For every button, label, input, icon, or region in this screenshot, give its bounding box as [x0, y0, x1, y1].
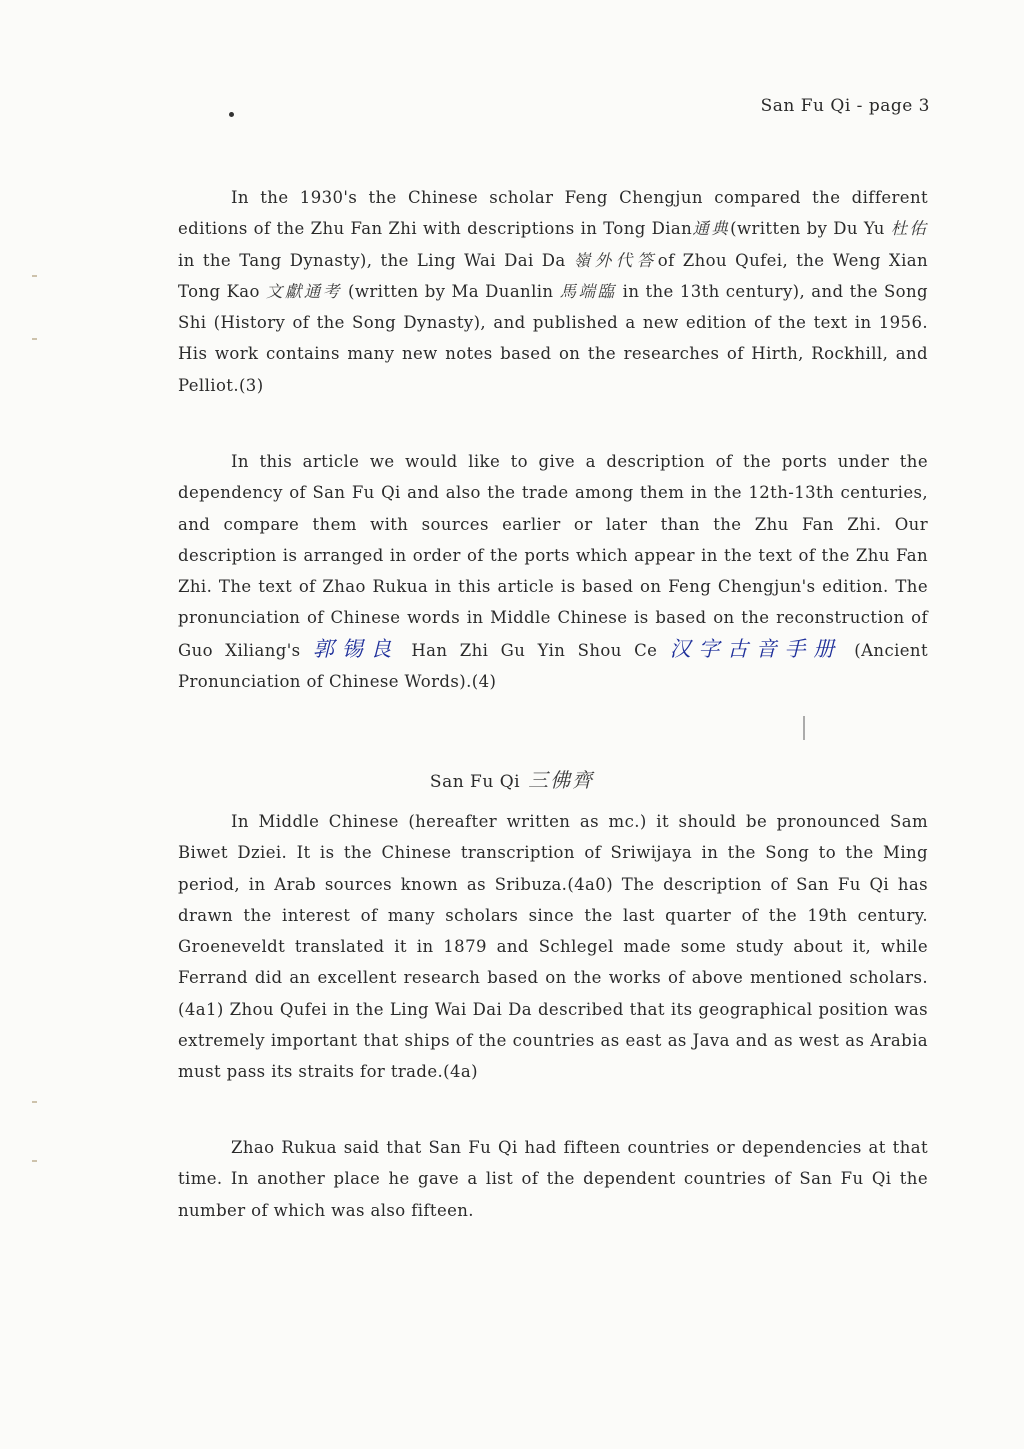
paragraph-3: In Middle Chinese (hereafter written as mc.) it should be pronounced Sam Biwet Dziei. It is the Chinese transcription of Sriwijaya in the Song to the Ming period, in Arab sources known as Sribuza.(4a0) The description of San Fu Qi has drawn the interest of many scholars since the last quarter of the 19th century. Groeneveldt translated it in 1879 and Schlegel made some study about it, while Ferrand did an excellent research based on the works of above mentioned scholars.(4a1) Zhou Qufei in the Ling Wai Dai Da described that its geographical position was extremely important that ships of the countries as east as Java and as west as Arabia must pass its straits for trade.(4a)	[178, 812, 928, 1082]
pencil-tick	[803, 716, 805, 740]
text-run: In this article we would like to give a description of the ports under the dependency of San Fu Qi and also the trade among them in the 12th-13th centuries, and compare them with sources earlier or later than the Zhu Fan Zhi. Our description is arranged in order of the ports which appear in the text of the Zhu Fan Zhi. The text of Zhao Rukua in this article is based on Feng Chengjun's edition. The pronunciation of Chinese words in Middle Chinese is based on the reconstruction of Guo Xiliang's	[178, 452, 928, 660]
text-run: (Ancient Pronunciation of Chinese Words).(4)	[178, 640, 928, 692]
handwritten-chinese-blue: 汉字古音手册	[669, 636, 842, 661]
handwritten-chinese: 杜佑	[890, 219, 929, 239]
page-header: San Fu Qi - page 3	[760, 96, 930, 116]
section-heading	[0, 764, 1024, 793]
paragraph-1	[178, 182, 928, 401]
margin-mark	[32, 1101, 37, 1103]
text-run: (written by Ma Duanlin	[341, 281, 560, 301]
text-run: of Zhou Qufei, the Weng Xian Tong Kao	[178, 250, 929, 301]
section-heading-text: San Fu Qi	[429, 772, 521, 792]
handwritten-chinese: 通典	[692, 219, 731, 239]
handwritten-chinese: 文獻通考	[265, 281, 342, 301]
margin-mark	[32, 275, 37, 277]
handwritten-chinese: 嶺外代答	[573, 250, 658, 270]
handwritten-chinese-blue: 郭锡良	[312, 636, 399, 661]
text-run: Han Zhi Gu Yin Shou Ce	[398, 640, 670, 660]
text-run: (written by Du Yu	[730, 219, 891, 239]
text-run: in the Tang Dynasty), the Ling Wai Dai Da	[178, 250, 574, 270]
margin-mark	[32, 338, 37, 340]
handwritten-chinese: 三佛齊	[528, 768, 595, 792]
text-run: in the 13th century), and the Song Shi (History of the Song Dynasty), and published a new edition of the text in 1956. His work contains many new notes based on the researches of Hirth, Rockhill, and Pelliot.(3)	[178, 281, 929, 395]
handwritten-chinese: 馬端臨	[559, 281, 617, 301]
paragraph-2	[178, 446, 928, 697]
text-run: In the 1930's the Chinese scholar Feng Chengjun compared the different editions of the Zhu Fan Zhi with descriptions in Tong Dian	[178, 188, 928, 239]
margin-mark	[32, 1160, 37, 1162]
paragraph-4: Zhao Rukua said that San Fu Qi had fifteen countries or dependencies at that time. In another place he gave a list of the dependent countries of San Fu Qi the number of which was also fifteen.	[178, 1138, 928, 1220]
speck-mark	[229, 112, 234, 117]
